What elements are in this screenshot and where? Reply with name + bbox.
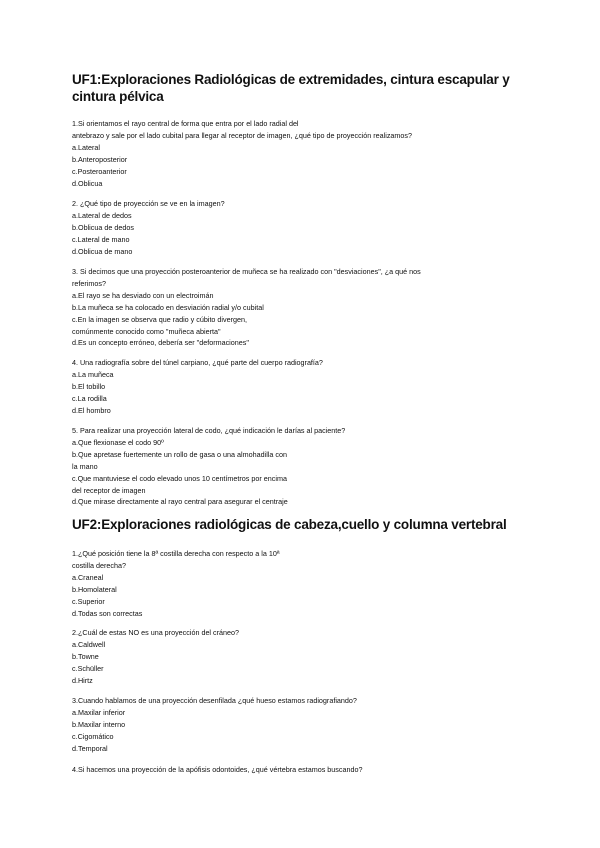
answer-option: b.Towne <box>72 651 99 661</box>
answer-option: a.Lateral <box>72 142 100 152</box>
answer-option: c.Cigomático <box>72 731 114 741</box>
answer-option: b.El tobillo <box>72 381 106 391</box>
answer-option: a.Que flexionase el codo 90º <box>72 437 164 447</box>
answer-option: a.Maxilar inferior <box>72 707 126 717</box>
answer-option: c.Superior <box>72 596 105 606</box>
section-1-question-3 <box>72 266 532 349</box>
answer-option: d.Todas son correctas <box>72 608 143 618</box>
answer-option: c.Que mantuviese el codo elevado unos 10 centímetros por encima <box>72 473 287 483</box>
answer-option: comúnmente conocido como "muñeca abierta" <box>72 326 221 336</box>
answer-option: b.La muñeca se ha colocado en desviación radial y/o cubital <box>72 302 264 312</box>
section-2-question-4 <box>72 764 532 776</box>
answer-option: b.Maxilar interno <box>72 719 126 729</box>
question-text: 5. Para realizar una proyección lateral de codo, ¿qué indicación le darías al paciente? <box>72 426 346 435</box>
answer-option: b.Anteroposterior <box>72 154 128 164</box>
question-text: 1.¿Qué posición tiene la 8ª costilla derecha con respecto a la 10ª <box>72 549 280 558</box>
answer-option: a.Craneal <box>72 572 104 582</box>
question-text: 4.Si hacemos una proyección de la apófisis odontoides, ¿qué vértebra estamos buscando? <box>72 765 363 774</box>
answer-option: d.Es un concepto erróneo, debería ser "deformaciones" <box>72 338 249 348</box>
answer-option: a.Caldwell <box>72 639 106 649</box>
answer-option: c.En la imagen se observa que radio y cúbito divergen, <box>72 314 247 324</box>
question-text: 4. Una radiografía sobre del túnel carpiano, ¿qué parte del cuerpo radiografía? <box>72 358 323 367</box>
answer-option: c.La rodilla <box>72 393 107 403</box>
answer-option: d.Oblicua de mano <box>72 246 133 256</box>
answer-option: d.Hirtz <box>72 675 93 685</box>
answer-option: b.Que apretase fuertemente un rollo de gasa o una almohadilla con <box>72 449 287 459</box>
answer-option: b.Oblicua de dedos <box>72 222 134 232</box>
answer-option: del receptor de imagen <box>72 485 146 495</box>
question-text: 1.Si orientamos el rayo central de forma que entra por el lado radial del <box>72 119 299 128</box>
question-text: costilla derecha? <box>72 560 126 570</box>
answer-option: d.Temporal <box>72 743 108 753</box>
answer-option: d.Oblicua <box>72 178 103 188</box>
answer-option: c.Schüller <box>72 663 104 673</box>
section-1-question-2 <box>72 198 532 258</box>
question-text: antebrazo y sale por el lado cubital para llegar al receptor de imagen, ¿qué tipo de proyección realizamos? <box>72 130 413 140</box>
answer-option: la mano <box>72 461 98 471</box>
section-2-title: UF2:Exploraciones radiológicas de cabeza,cuello y columna vertebral <box>72 517 507 532</box>
section-2-question-3 <box>72 695 532 755</box>
section-1-question-4 <box>72 357 532 417</box>
section-1-title: UF1:Exploraciones Radiológicas de extremidades, cintura escapular y cintura pélvica <box>72 72 510 104</box>
section-2-question-2 <box>72 627 532 687</box>
answer-option: b.Homolateral <box>72 584 117 594</box>
answer-option: d.Que mirase directamente al rayo central para asegurar el centraje <box>72 497 288 507</box>
question-text: 3. Si decimos que una proyección posteroanterior de muñeca se ha realizado con "desviaciones", ¿a qué nos <box>72 267 421 276</box>
answer-option: a.Lateral de dedos <box>72 210 132 220</box>
question-text: referimos? <box>72 278 106 288</box>
answer-option: d.El hombro <box>72 405 111 415</box>
answer-option: c.Lateral de mano <box>72 234 130 244</box>
question-text: 3.Cuando hablamos de una proyección desenfilada ¿qué hueso estamos radiografiando? <box>72 696 357 705</box>
answer-option: c.Posteroanterior <box>72 166 127 176</box>
question-text: 2. ¿Qué tipo de proyección se ve en la imagen? <box>72 199 225 208</box>
answer-option: a.La muñeca <box>72 369 114 379</box>
section-2-question-1 <box>72 548 532 619</box>
answer-option: a.El rayo se ha desviado con un electroimán <box>72 290 214 300</box>
section-1-question-1 <box>72 118 532 189</box>
question-text: 2.¿Cuál de estas NO es una proyección del cráneo? <box>72 628 240 637</box>
section-1-question-5 <box>72 425 532 508</box>
